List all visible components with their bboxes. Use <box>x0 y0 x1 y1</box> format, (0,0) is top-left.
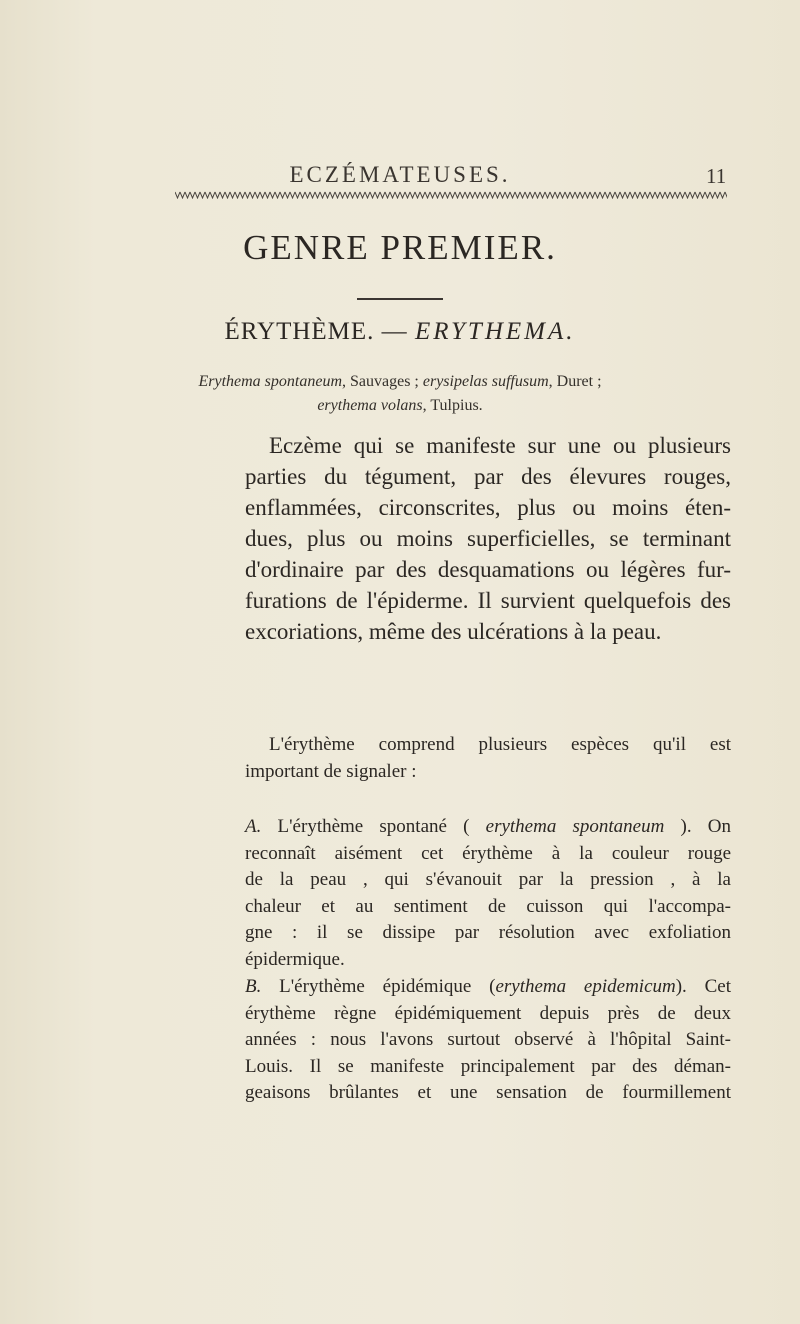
synonym-author: , Duret ; <box>548 373 602 390</box>
synonym-author: , Sauvages ; <box>342 373 423 390</box>
text-line: important de signaler : <box>245 760 417 782</box>
text-line: Louis. Il se manifeste principalement par des déman- <box>245 1055 731 1077</box>
page-number: 11 <box>706 164 727 188</box>
text-line: geaisons brûlantes et une sensation de fourmillement <box>245 1082 731 1103</box>
ornamental-rule <box>175 191 727 199</box>
text-line: excoriations, même des ulcérations à la peau. <box>245 619 662 644</box>
text-line: parties du tégument, par des élevures rouges, <box>245 464 731 489</box>
latin-term: erythema spontaneum <box>485 816 665 837</box>
section-subtitle <box>0 318 800 346</box>
synonymy-block <box>0 370 800 418</box>
text-line: chaleur et au sentiment de cuisson qui l'accompa- <box>245 895 731 917</box>
text-line <box>245 974 731 1001</box>
text-line: dues, plus ou moins superficielles, se terminant <box>245 526 731 551</box>
text-line: furations de l'épiderme. Il survient quelquefois des <box>245 588 731 613</box>
text-line: enflammées, circonscrites, plus ou moins éten- <box>245 495 731 520</box>
text-line: de la peau , qui s'évanouit par la pression , à la <box>245 869 731 890</box>
running-title: ECZÉMATEUSES. <box>289 162 511 187</box>
text-line <box>245 814 731 841</box>
species-b-paragraph <box>245 974 731 1107</box>
text-line: années : nous l'avons surtout observé à l'hôpital Saint- <box>245 1029 731 1050</box>
text-line: gne : il se dissipe par résolution avec exfoliation <box>245 922 731 943</box>
section-divider <box>357 298 443 300</box>
subtitle-latin: ERYTHEMA. <box>414 318 576 345</box>
synonym-latin: erysipelas suffusum <box>422 373 549 390</box>
synonym-latin: erythema volans <box>317 397 423 414</box>
synonym-latin: Erythema spontaneum <box>198 373 342 390</box>
text-line: Eczème qui se manifeste sur une ou plusieurs <box>269 433 731 458</box>
text-run: ). Cet <box>675 976 731 997</box>
species-a-paragraph <box>245 814 731 973</box>
text-run: L'érythème spontané ( <box>261 816 486 837</box>
latin-term: erythema epidemicum <box>495 976 676 997</box>
text-line: d'ordinaire par des desquamations ou légères fur- <box>245 557 731 582</box>
text-line: L'érythème comprend plusieurs espèces qu'il est <box>269 734 731 755</box>
subtitle-french: ÉRYTHÈME. — <box>224 318 408 345</box>
text-run: L'érythème épidémique ( <box>261 976 496 997</box>
section-title: GENRE PREMIER. <box>243 228 557 267</box>
intro-paragraph <box>245 732 731 785</box>
synonymy-line <box>0 370 800 394</box>
synonym-author: , Tulpius. <box>422 397 483 414</box>
text-line: érythème règne épidémiquement depuis près de deux <box>245 1002 731 1024</box>
definition-paragraph <box>245 430 731 647</box>
text-line: reconnaît aisément cet érythème à la couleur rouge <box>245 842 731 864</box>
species-label: A. <box>245 816 262 837</box>
text-line: épidermique. <box>245 948 345 970</box>
synonymy-line <box>0 394 800 418</box>
species-label: B. <box>245 976 262 997</box>
text-run: ). On <box>664 816 731 837</box>
